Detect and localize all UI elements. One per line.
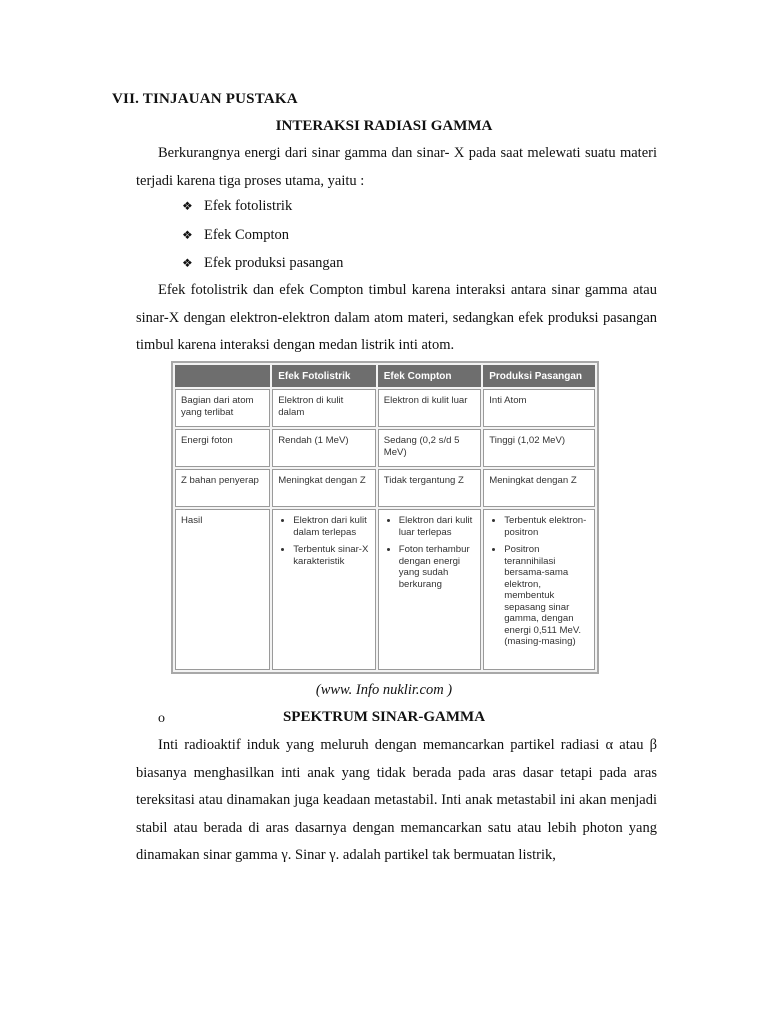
table-cell: Tinggi (1,02 MeV) [483, 429, 595, 467]
table-cell: Rendah (1 MeV) [272, 429, 376, 467]
table-header-cell: Produksi Pasangan [483, 365, 595, 387]
chapter-heading: VII. TINJAUAN PUSTAKA [112, 91, 298, 107]
table-header-cell: Efek Fotolistrik [272, 365, 376, 387]
intro-text: Berkurangnya energi dari sinar gamma dan sinar- X pada saat melewati suatu materi terjadi karena tiga proses utama, yaitu : [136, 145, 657, 189]
table-header-cell: Efek Compton [378, 365, 482, 387]
table-cell: Elektron di kulit dalam [272, 389, 376, 427]
diamond-bullet-icon: ❖ [182, 199, 193, 213]
table-header-row [175, 365, 595, 387]
list-item: • Terbentuk sinar-X karakteristik [293, 544, 370, 567]
table-cell: Tidak tergantung Z [378, 469, 482, 507]
table-cell [272, 509, 376, 670]
diamond-bullet-icon: ❖ [182, 256, 193, 270]
section-title-interaksi: INTERAKSI RADIASI GAMMA [275, 118, 493, 134]
table-row-hasil [175, 509, 595, 670]
circle-bullet-icon: o [158, 711, 165, 726]
table-row [175, 429, 595, 467]
table-caption: (www. Info nuklir.com ) [315, 682, 453, 698]
list-item: • Elektron dari kulit dalam terlepas [293, 515, 370, 538]
spectrum-text: Inti radioaktif induk yang meluruh dengan memancarkan partikel radiasi α atau β biasanya menghasilkan inti anak yang tidak berada pada aras dasar tetapi pada aras tereksitasi atau dinamakan juga keadaan metastabil. Inti anak metastabil ini akan menjadi stabil atau berada di aras dasarnya dengan memancarkan satu atau lebih photon yang dinamakan sinar gamma γ. Sinar γ. adalah partikel tak bermuatan listrik, [136, 737, 657, 863]
diamond-bullet-icon: ❖ [182, 227, 193, 242]
table-cell: Inti Atom [483, 389, 595, 427]
table-row [175, 469, 595, 507]
spectrum-paragraph [136, 732, 657, 870]
table-cell [483, 509, 595, 670]
table-cell: Meningkat dengan Z [272, 469, 376, 507]
intro-paragraph [136, 140, 657, 195]
list-item: ❖ Efek fotolistrik [182, 195, 343, 224]
table-cell: Meningkat dengan Z [483, 469, 595, 507]
table-cell [378, 509, 482, 670]
interaction-paragraph [136, 277, 657, 360]
interaction-text: Efek fotolistrik dan efek Compton timbul karena interaksi antara sinar gamma atau sinar-X dengan elektron-elektron dalam atom materi, sedangkan efek produksi pasangan timbul karena interaksi dengan medan listrik inti atom. [136, 282, 657, 353]
table-cell: Z bahan penyerap [175, 469, 270, 507]
table-cell: Bagian dari atom yang terlibat [175, 389, 270, 427]
list-item: ❖ Efek produksi pasangan [182, 252, 343, 281]
list-item: • Terbentuk elektron- positron [504, 515, 589, 538]
table-row [175, 389, 595, 427]
table-cell: Energi foton [175, 429, 270, 467]
list-item: ❖ Efek Compton [182, 224, 343, 253]
table-cell: Sedang (0,2 s/d 5 MeV) [378, 429, 482, 467]
comparison-table [171, 361, 599, 674]
process-list [182, 195, 343, 281]
table-cell: Elektron di kulit luar [378, 389, 482, 427]
section-title-spektrum: SPEKTRUM SINAR-GAMMA [282, 709, 486, 725]
list-item: • Elektron dari kulit luar terlepas [399, 515, 476, 538]
table-cell: Hasil [175, 509, 270, 670]
table-header-cell [175, 365, 270, 387]
list-item: • Foton terhambur dengan energi yang sudah berkurang [399, 544, 476, 590]
list-item: • Positron terannihilasi bersama-sama elektron, membentuk sepasang sinar gamma, dengan energi 0,511 MeV. (masing-masing) [504, 544, 589, 648]
